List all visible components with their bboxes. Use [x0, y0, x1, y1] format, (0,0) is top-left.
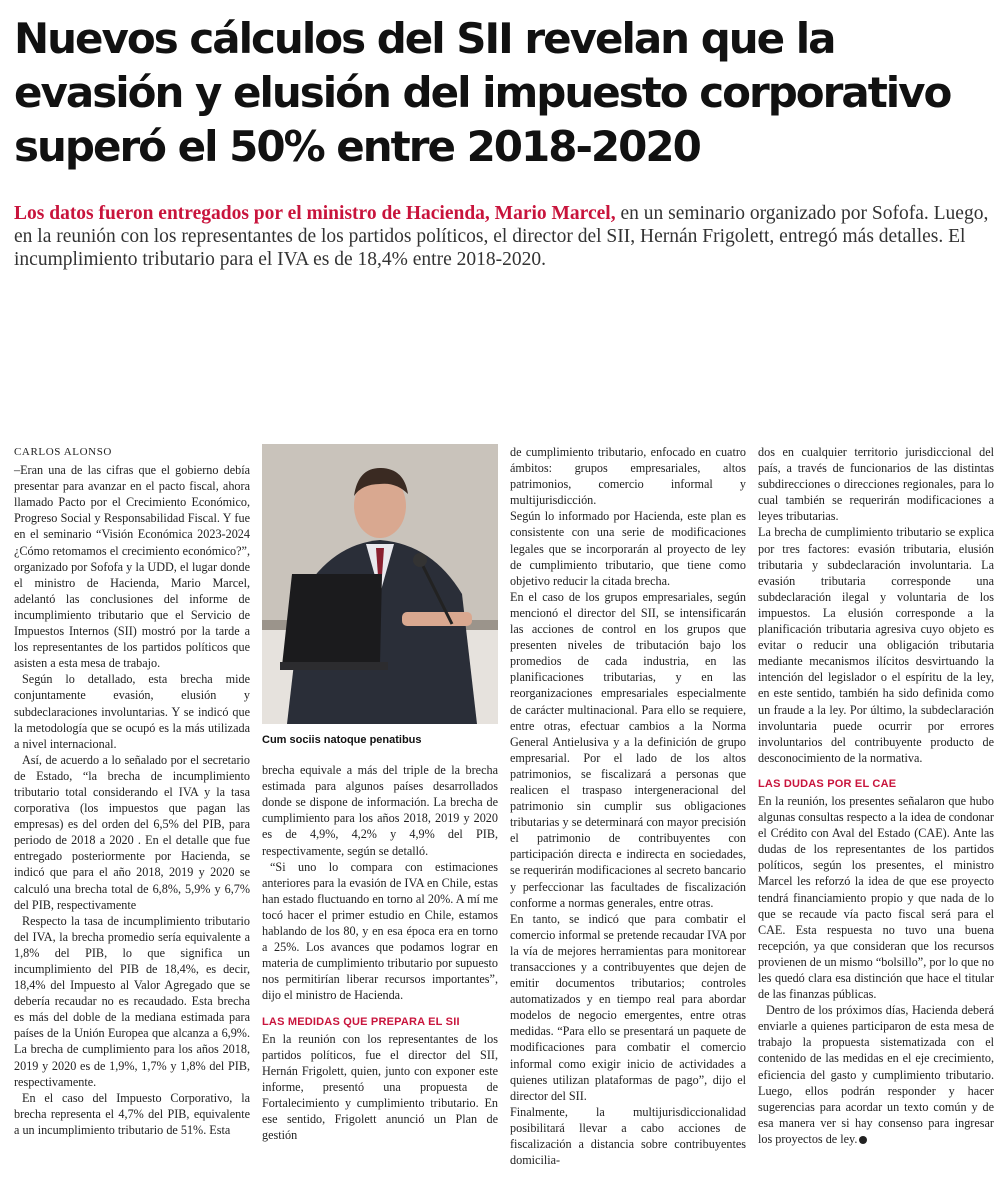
column-2 [262, 444, 498, 1143]
paragraph: brecha equivale a más del triple de la brecha estimada para algunos países desarrollados donde se dispone de información. La brecha de cumplimiento para los años 2018, 2019 y 2020 es de 4,9%, 4,2% y 4,9% del PIB, respectivamente, según se detalló. [262, 763, 498, 858]
paragraph: En tanto, se indicó que para combatir el comercio informal se pretende recaudar IVA por la vía de mejores herramientas para monitorear transacciones y a contribuyentes que dejen de emitir documentos tributarios; controles automatizados y en tiempo real para abordar modelos de negocio emergentes, entre otras medidas. “Para ello se presentará un paquete de modificaciones para combatir el comercio informal como exigir inicio de actividades a quienes utilizan plataformas de pago”, dijo el director del SII. [510, 911, 746, 1103]
paragraph: En la reunión con los representantes de los partidos políticos, fue el director del SII, Hernán Frigolett, quien, junto con exponer este informe, presentó una propuesta de Fortalecimiento y cumplimiento tributario. En ese sentido, Frigolett anunció un Plan de gestión [262, 1031, 498, 1143]
paragraph: Respecto la tasa de incumplimiento tributario del IVA, la brecha promedio sería equivalente a 1,8% del PIB, lo que significa un incumplimiento del PIB de 18,4%, es decir, 18,4% del Impuesto al Valor Agregado que se debería recaudar no es recaudado. Esta brecha es más del doble de la mediana estimada para países de la Unión Europea que alcanza a 6,9%. La brecha de cumplimiento para los años 2018, 2019 y 2020 es de 1,9%, 1,7% y 1,8% del PIB, respectivamente. [14, 913, 250, 1089]
paragraph: Según lo informado por Hacienda, este plan es consistente con una serie de modificaciones legales que se incorporarán al proyecto de ley de cumplimiento tributario, que tiene como objetivo reducir la citada brecha. [510, 509, 746, 588]
paragraph: –Eran una de las cifras que el gobierno debía presentar para avanzar en el pacto fiscal, ahora llamado Pacto por el Crecimiento Económico, Progreso Social y Responsabilidad Fiscal. Y fue en el seminario “Visión Económica 2023-2024 ¿Cómo retomamos el crecimiento económico?”, organizado por Sofofa y la UDD, el lugar donde el ministro de Hacienda, Mario Marcel, adelantó las conclusiones del informe de incumplimiento tributario que el Servicio de Impuestos Internos (SII) mostró por la tarde a los representantes de los partidos políticos que asisten a esta mesa de trabajo. [14, 463, 250, 671]
headline: Nuevos cálculos del SII revelan que la evasión y elusión del impuesto corporativo superó el 50% entre 2018-2020 [14, 14, 951, 171]
paragraph: En la reunión, los presentes señalaron que hubo algunas consultas respecto a la idea de condonar el Crédito con Aval del Estado (CAE). Ante las dudas de los representantes de los partidos políticos, según los presentes, el ministro Marcel les reforzó la idea de que ese proyecto tendrá financiamiento propio y que nada de lo que se recaude vía pacto fiscal será para el CAE. Esta respuesta no tuvo una buena recepción, ya que consideran que los recursos provienen de un mismo “bolsillo”, por lo que no les quedó clara esa distinción que hace el titular de las finanzas públicas. [758, 793, 994, 1002]
column-1 [14, 444, 250, 1138]
subhead-medidas: LAS MEDIDAS QUE PREPARA EL SII [262, 1015, 460, 1028]
photo-caption: Cum sociis natoque penatibus [262, 734, 422, 746]
photo-illustration [262, 444, 498, 724]
paragraph: Así, de acuerdo a lo señalado por el secretario de Estado, “la brecha de incumplimiento tributario total considerando el IVA y la tasa corporativa (los impuestos que pagan las empresas) es del orden del 6,5% del PIB, para periodo de 2018 a 2020 . En el detalle que fue entregado posteriormente por Hacienda, se indicó que para el año 2018, 2019 y 2020 se calculó una brecha total de 6,8%, 5,9% y 6,7% del PIB, respectivamente [14, 752, 250, 912]
subhead-cae: LAS DUDAS POR EL CAE [758, 777, 897, 790]
minister-photo [262, 444, 498, 724]
paragraph: En el caso del Impuesto Corporativo, la brecha representa el 4,7% del PIB, equivalente a un incumplimiento tributario de 51%. Esta [14, 1090, 250, 1137]
end-mark-icon [859, 1136, 867, 1144]
paragraph [758, 1002, 994, 1147]
final-paragraph-text: Dentro de los próximos días, Hacienda deberá enviarle a quienes participaron de esta mesa de trabajo la propuesta sistematizada con el contenido de las medidas en el eje crecimiento, eficiencia del gasto y cumplimiento tributario. Luego, ellos podrán responder y hacer sugerencias para acordar un texto común y de esa manera ver si hay consenso para ingresar los proyectos de ley. [758, 1003, 994, 1146]
column-3 [510, 444, 746, 1168]
lead-highlight: Los datos fueron entregados por el ministro de Hacienda, Mario Marcel, [14, 203, 616, 224]
byline: CARLOS ALONSO [14, 446, 112, 458]
paragraph: “Si uno lo compara con estimaciones anteriores para la evasión de IVA en Chile, estas han estado fluctuando en torno al 20%. A mí me tocó hacer el primer estudio en Chile, estamos hablando de los 80, y en esa época era en torno a 25%. Los avances que podamos lograr en materia de cumplimiento tributario por supuesto nos permitirían liberar recursos importantes”, dijo el ministro de Hacienda. [262, 859, 498, 1003]
paragraph: de cumplimiento tributario, enfocado en cuatro ámbitos: grupos empresariales, altos patrimonios, comercio informal y multijurisdicción. [510, 445, 746, 508]
column-4 [758, 444, 994, 1147]
paragraph: En el caso de los grupos empresariales, según mencionó el director del SII, se intensificarán las acciones de control en los grupos que presenten niveles de tributación bajo los promedios de cada industria, en las planificaciones tributarias, y en las reorganizaciones empresariales especialmente de carácter multinacional. Para ello se requiere, entre otras, efectuar cambios a la Norma General Antielusiva y a la definición de grupo empresarial. Por el lado de los altos patrimonios, se fiscalizará a personas que realicen el traspaso intergeneracional del patrimonio sin cumplir sus obligaciones tributarias y se determinará con mayor precisión el patrimonio de contribuyentes con participación directa e indirecta en sociedades, se requerirán modificaciones al secreto bancario y perfeccionar las facultades de fiscalización conforme a normas generales, entre otras. [510, 589, 746, 910]
lead-paragraph [14, 202, 989, 271]
paragraph: dos en cualquier territorio jurisdiccional del país, a través de funcionarios de las distintas subdirecciones o direcciones regionales, para lo cual también se requerirán modificaciones a leyes tributarias. [758, 445, 994, 524]
paragraph: Según lo detallado, esta brecha mide conjuntamente evasión, elusión y subdeclaraciones involuntarias. Y se indicó que la metodología que se ocupó es la más utilizada a nivel internacional. [14, 672, 250, 751]
lead-text: en un seminario organizado por Sofofa. Luego, en la reunión con los representantes de los partidos políticos, el director del SII, Hernán Frigolett, entregó más detalles. El incumplimiento tributario para el IVA es de 18,4% entre 2018-2020. [14, 203, 989, 270]
paragraph: Finalmente, la multijurisdiccionalidad posibilitará llevar a cabo acciones de fiscalización a distancia sobre contribuyentes domicilia- [510, 1104, 746, 1168]
paragraph: La brecha de cumplimiento tributario se explica por tres factores: evasión tributaria, elusión tributaria y subdeclaración involuntaria. La evasión tributaria corresponde una subdeclaración ilegal y voluntaria de los impuestos. La elusión corresponde a la planificación tributaria agresiva cuyo objeto es evitar o reducir una obligación tributaria mediante mecanismos ilícitos desvirtuando la intención del legislador o el espíritu de la ley, en este sentido, también ha sido definida como un fraude a la ley. Por último, la subdeclaración involuntaria puede ocurrir por errores involuntarios del contribuyente producto de desconocimiento de la normativa. [758, 525, 994, 765]
